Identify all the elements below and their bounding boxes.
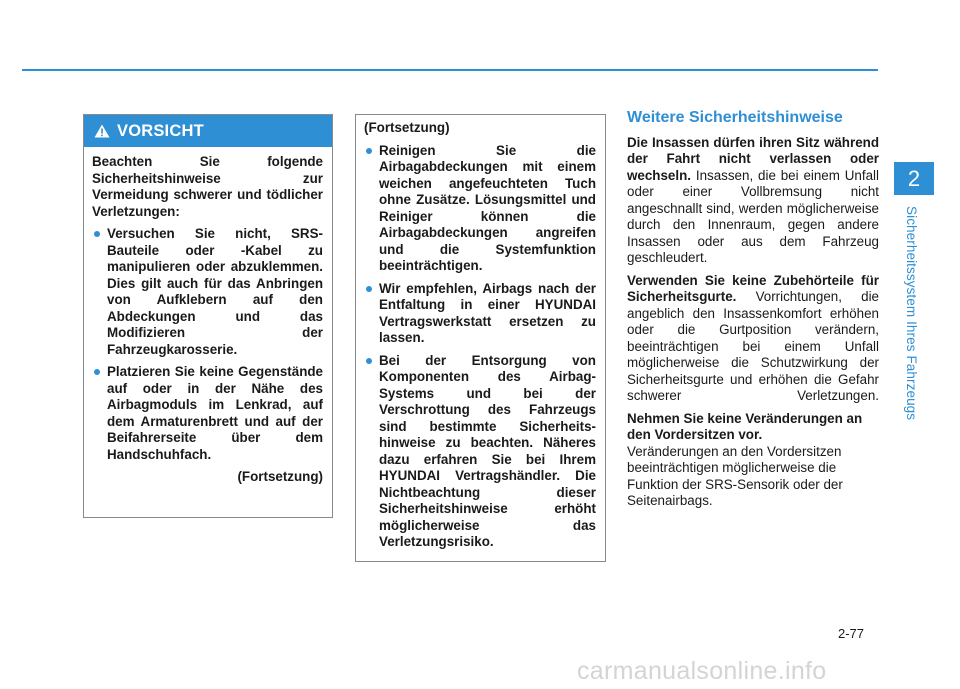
- caution-bullet-text: Versuchen Sie nicht, SRS-Bauteile oder -Kabel zu manipulieren oder abzuklemmen. Dies gilt auch für das Anbringen von Aufklebern auf den Abdeckungen und das Modifizieren der Fahrzeugkarosserie.: [107, 226, 323, 357]
- header-rule: [22, 69, 878, 71]
- caution-title: VORSICHT: [117, 121, 204, 140]
- continued-bullet-text: Reinigen Sie die Airbagabdeckungen mit einem weichen angefeuchteten Tuch ohne Zusätze. Lösungsmittel und Reiniger können die Airbagabdeckungen angreifen und die Systemfunktion beeinträchtigen.: [379, 142, 596, 273]
- section-heading: Weitere Sicherheitshinweise: [627, 109, 843, 126]
- chapter-title: Sicherheitssystem Ihres Fahrzeugs: [904, 206, 919, 421]
- page-number: 2-77: [838, 626, 865, 641]
- warning-triangle-icon: [94, 124, 110, 138]
- continued-bullet-1: [364, 143, 596, 275]
- caution-bullet-text: Platzieren Sie keine Gegenstände auf oder in der Nähe des Airbagmoduls im Lenkrad, auf dem Armaturenbrett und auf der Beifahrerseite über dem Handschuhfach.: [107, 364, 323, 462]
- bullet-dot-icon: [366, 358, 372, 364]
- safety-paragraph-3: [627, 411, 879, 510]
- paragraph-body: Insassen, die bei einem Unfall oder einer Vollbremsung nicht angeschnallt sind, werden möglicherweise durch den Innenraum, gegen andere Insassen oder aus dem Fahrzeug geschleudert.: [627, 167, 879, 265]
- continued-bullet-2: [364, 281, 596, 347]
- caution-intro: Beachten Sie folgende Sicherheitshinweise zur Vermeidung schwerer und tödlicher Verletzungen:: [92, 154, 323, 219]
- caution-bullet-1: [92, 226, 323, 358]
- bullet-dot-icon: [94, 231, 100, 237]
- chapter-number-tab: 2: [894, 162, 934, 195]
- continued-bullet-3: [364, 353, 596, 551]
- paragraph-lead: Verwenden Sie keine Zubehörteile für Sicherheitsgurte.: [627, 272, 879, 304]
- continued-bullet-text: Wir empfehlen, Airbags nach der Entfaltung in einer HYUNDAI Vertragswerkstatt ersetzen zu lassen.: [379, 280, 596, 345]
- bullet-dot-icon: [94, 369, 100, 375]
- safety-paragraph-2: [627, 273, 879, 405]
- paragraph-body: Veränderungen an den Vordersitzen beeinträchtigen möglicherweise die Funktion der SRS-Sensorik oder der Seitenairbags.: [627, 443, 843, 508]
- paragraph-lead: Nehmen Sie keine Veränderungen an den Vordersitzen vor.: [627, 410, 863, 442]
- caution-box: [83, 114, 333, 518]
- safety-notes-column: [627, 110, 879, 516]
- continued-note: (Fortsetzung): [237, 469, 323, 484]
- caution-header: [84, 115, 332, 147]
- bullet-dot-icon: [366, 286, 372, 292]
- safety-paragraph-1: [627, 135, 879, 267]
- continued-caution-box: [355, 114, 606, 562]
- paragraph-body: Vorrichtungen, die angeblich den Insassenkomfort erhöhen oder die Gurtposition verändern, beeinträchtigen bei einem Unfall möglicherweise die Schutzwirkung der Sicherheitsgurte und erhöhen die Gefahr schwerer Verletzungen.: [627, 289, 879, 403]
- bullet-dot-icon: [366, 148, 372, 154]
- watermark: carmanualsonline.info: [577, 657, 827, 685]
- caution-bullet-2: [92, 364, 323, 463]
- continued-bullet-text: Bei der Entsorgung von Komponenten des Airbag-Systems und bei der Verschrottung des Fahrzeugs sind bestimmte Sicherheits-hinweise zu beachten. Näheres dazu erfahren Sie bei Ihrem HYUNDAI Vertragshändler. Die Nichtbeachtung dieser Sicherheitshinweise erhöht möglicherweise das Verletzungsrisiko.: [379, 352, 596, 549]
- paragraph-lead: Die Insassen dürfen ihren Sitz während der Fahrt nicht verlassen oder wechseln.: [627, 134, 879, 183]
- continued-header: (Fortsetzung): [364, 120, 450, 135]
